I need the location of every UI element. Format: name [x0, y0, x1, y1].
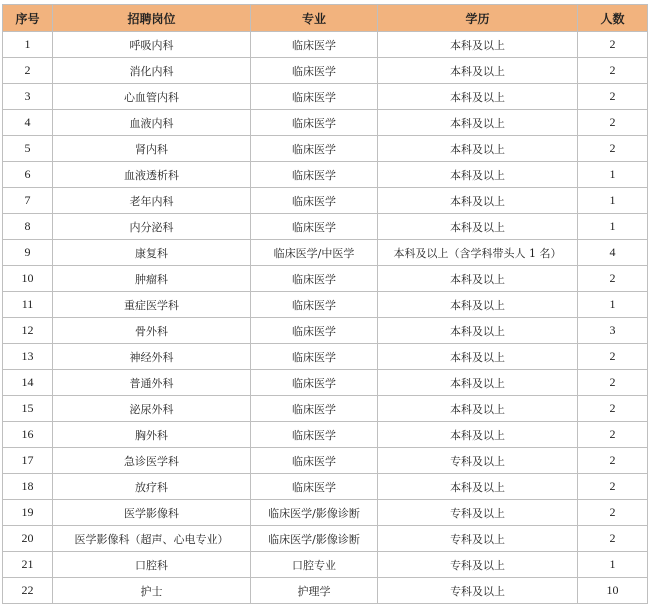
cell-post: 血液透析科 — [53, 162, 251, 188]
cell-education: 本科及以上 — [378, 370, 578, 396]
table-row — [3, 58, 648, 84]
cell-post: 肾内科 — [53, 136, 251, 162]
cell-post: 心血管内科 — [53, 84, 251, 110]
cell-no: 17 — [3, 448, 53, 474]
cell-education: 本科及以上 — [378, 214, 578, 240]
cell-major: 临床医学 — [251, 292, 378, 318]
cell-post: 普通外科 — [53, 370, 251, 396]
cell-major: 护理学 — [251, 578, 378, 604]
cell-post: 呼吸内科 — [53, 32, 251, 58]
cell-post: 医学影像科 — [53, 500, 251, 526]
cell-education: 本科及以上 — [378, 32, 578, 58]
cell-no: 15 — [3, 396, 53, 422]
cell-major: 临床医学 — [251, 214, 378, 240]
cell-no: 3 — [3, 84, 53, 110]
cell-count: 2 — [578, 32, 648, 58]
table-row — [3, 318, 648, 344]
header-major: 专业 — [251, 5, 378, 32]
cell-no: 6 — [3, 162, 53, 188]
cell-major: 临床医学 — [251, 266, 378, 292]
cell-count: 2 — [578, 422, 648, 448]
cell-education: 本科及以上 — [378, 344, 578, 370]
cell-no: 22 — [3, 578, 53, 604]
cell-post: 放疗科 — [53, 474, 251, 500]
cell-no: 1 — [3, 32, 53, 58]
cell-education: 本科及以上 — [378, 84, 578, 110]
table-header-row — [3, 5, 648, 32]
recruitment-table-container — [2, 4, 647, 604]
cell-major: 口腔专业 — [251, 552, 378, 578]
cell-count: 1 — [578, 162, 648, 188]
cell-count: 2 — [578, 110, 648, 136]
table-body — [3, 32, 648, 604]
cell-count: 10 — [578, 578, 648, 604]
cell-major: 临床医学/影像诊断 — [251, 526, 378, 552]
cell-major: 临床医学 — [251, 162, 378, 188]
table-row — [3, 214, 648, 240]
cell-no: 7 — [3, 188, 53, 214]
cell-education: 专科及以上 — [378, 448, 578, 474]
cell-education: 专科及以上 — [378, 552, 578, 578]
cell-count: 3 — [578, 318, 648, 344]
cell-post: 血液内科 — [53, 110, 251, 136]
cell-post: 重症医学科 — [53, 292, 251, 318]
cell-post: 泌尿外科 — [53, 396, 251, 422]
table-row — [3, 526, 648, 552]
cell-count: 2 — [578, 266, 648, 292]
table-row — [3, 110, 648, 136]
cell-count: 2 — [578, 58, 648, 84]
cell-no: 2 — [3, 58, 53, 84]
cell-count: 2 — [578, 500, 648, 526]
cell-no: 21 — [3, 552, 53, 578]
cell-major: 临床医学/中医学 — [251, 240, 378, 266]
cell-major: 临床医学 — [251, 370, 378, 396]
cell-major: 临床医学 — [251, 344, 378, 370]
cell-education: 本科及以上 — [378, 136, 578, 162]
cell-education: 本科及以上 — [378, 188, 578, 214]
cell-post: 消化内科 — [53, 58, 251, 84]
cell-count: 2 — [578, 448, 648, 474]
cell-count: 1 — [578, 188, 648, 214]
table-row — [3, 396, 648, 422]
cell-post: 神经外科 — [53, 344, 251, 370]
cell-no: 14 — [3, 370, 53, 396]
cell-education: 本科及以上 — [378, 396, 578, 422]
cell-major: 临床医学 — [251, 84, 378, 110]
cell-count: 2 — [578, 136, 648, 162]
table-row — [3, 344, 648, 370]
cell-education: 专科及以上 — [378, 578, 578, 604]
cell-education: 专科及以上 — [378, 500, 578, 526]
recruitment-table — [2, 4, 648, 604]
cell-no: 5 — [3, 136, 53, 162]
cell-no: 20 — [3, 526, 53, 552]
cell-post: 护士 — [53, 578, 251, 604]
cell-count: 1 — [578, 552, 648, 578]
cell-count: 2 — [578, 370, 648, 396]
cell-education: 本科及以上（含学科带头人 1 名） — [378, 240, 578, 266]
cell-education: 本科及以上 — [378, 266, 578, 292]
cell-no: 18 — [3, 474, 53, 500]
cell-education: 本科及以上 — [378, 58, 578, 84]
cell-no: 16 — [3, 422, 53, 448]
table-row — [3, 448, 648, 474]
header-count: 人数 — [578, 5, 648, 32]
cell-major: 临床医学 — [251, 32, 378, 58]
cell-count: 4 — [578, 240, 648, 266]
cell-no: 11 — [3, 292, 53, 318]
table-row — [3, 188, 648, 214]
cell-no: 19 — [3, 500, 53, 526]
cell-major: 临床医学 — [251, 422, 378, 448]
cell-major: 临床医学 — [251, 318, 378, 344]
cell-count: 1 — [578, 292, 648, 318]
cell-post: 老年内科 — [53, 188, 251, 214]
table-row — [3, 292, 648, 318]
cell-count: 1 — [578, 214, 648, 240]
cell-major: 临床医学 — [251, 58, 378, 84]
table-row — [3, 500, 648, 526]
cell-post: 医学影像科（超声、心电专业） — [53, 526, 251, 552]
cell-post: 骨外科 — [53, 318, 251, 344]
cell-major: 临床医学 — [251, 136, 378, 162]
table-row — [3, 84, 648, 110]
table-row — [3, 552, 648, 578]
table-row — [3, 136, 648, 162]
cell-major: 临床医学 — [251, 448, 378, 474]
cell-major: 临床医学/影像诊断 — [251, 500, 378, 526]
cell-post: 内分泌科 — [53, 214, 251, 240]
cell-post: 康复科 — [53, 240, 251, 266]
cell-post: 胸外科 — [53, 422, 251, 448]
table-row — [3, 578, 648, 604]
cell-education: 本科及以上 — [378, 162, 578, 188]
cell-major: 临床医学 — [251, 396, 378, 422]
cell-education: 本科及以上 — [378, 318, 578, 344]
cell-major: 临床医学 — [251, 110, 378, 136]
table-row — [3, 422, 648, 448]
table-row — [3, 240, 648, 266]
cell-count: 2 — [578, 526, 648, 552]
cell-major: 临床医学 — [251, 188, 378, 214]
table-row — [3, 32, 648, 58]
cell-no: 9 — [3, 240, 53, 266]
cell-no: 13 — [3, 344, 53, 370]
table-row — [3, 266, 648, 292]
header-post: 招聘岗位 — [53, 5, 251, 32]
table-row — [3, 370, 648, 396]
header-no: 序号 — [3, 5, 53, 32]
cell-post: 口腔科 — [53, 552, 251, 578]
header-education: 学历 — [378, 5, 578, 32]
cell-count: 2 — [578, 396, 648, 422]
cell-major: 临床医学 — [251, 474, 378, 500]
cell-education: 本科及以上 — [378, 292, 578, 318]
cell-education: 本科及以上 — [378, 110, 578, 136]
cell-education: 本科及以上 — [378, 474, 578, 500]
cell-count: 2 — [578, 84, 648, 110]
cell-no: 8 — [3, 214, 53, 240]
cell-count: 2 — [578, 344, 648, 370]
cell-post: 肿瘤科 — [53, 266, 251, 292]
cell-no: 4 — [3, 110, 53, 136]
cell-no: 10 — [3, 266, 53, 292]
cell-post: 急诊医学科 — [53, 448, 251, 474]
cell-count: 2 — [578, 474, 648, 500]
table-row — [3, 474, 648, 500]
table-row — [3, 162, 648, 188]
cell-education: 本科及以上 — [378, 422, 578, 448]
cell-no: 12 — [3, 318, 53, 344]
cell-education: 专科及以上 — [378, 526, 578, 552]
